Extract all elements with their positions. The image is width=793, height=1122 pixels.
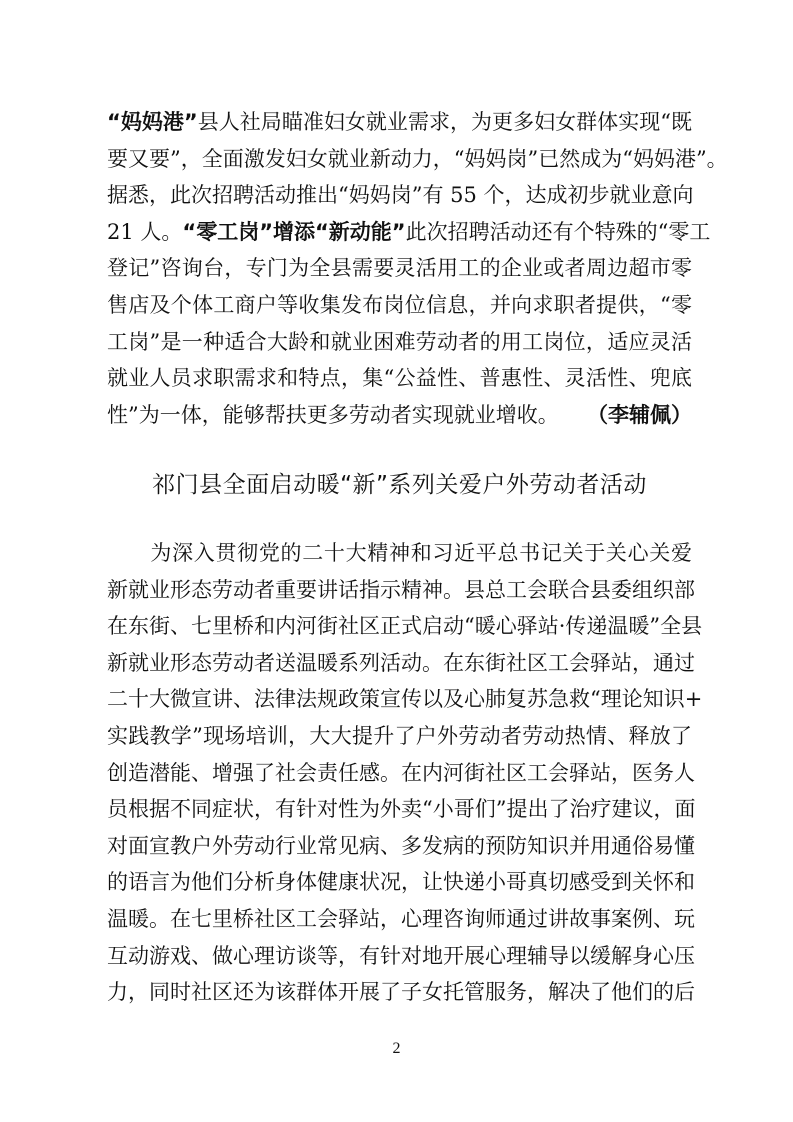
- article2-line: 实践教学”现场培训，大大提升了户外劳动者劳动热情、释放了: [107, 723, 692, 748]
- article1-line: [107, 287, 692, 324]
- article1-line: [107, 324, 692, 361]
- article1-line: [107, 214, 711, 251]
- article1-line: [107, 177, 692, 214]
- article2-line: 在东街、七里桥和内河街社区正式启动“暖心驿站·传递温暖”全县: [107, 614, 703, 639]
- article1-line: [107, 104, 692, 141]
- text-run: 此次招聘活动还有个特殊的“零工: [405, 219, 711, 244]
- text-run: 21 人。: [107, 219, 183, 244]
- article2-line: 互动游戏、做心理访谈等，有针对地开展心理辅导以缓解身心压: [107, 943, 695, 968]
- text-run: 售店及个体工商户等收集发布岗位信息，并向求职者提供，“零: [107, 292, 692, 317]
- article2-body: [107, 535, 703, 1011]
- article2-line: 的语言为他们分析身体健康状况，让快递小哥真切感受到关怀和: [107, 870, 695, 895]
- text-run: 据悉，此次招聘活动推出“妈妈岗”有 55 个，达成初步就业意向: [107, 183, 694, 208]
- article2-line: 温暖。在七里桥社区工会驿站，心理咨询师通过讲故事案例、玩: [107, 906, 695, 931]
- page-number: 2: [392, 1040, 401, 1057]
- article2-line: 新就业形态劳动者送温暖系列活动。在东街社区工会驿站，通过: [107, 650, 695, 675]
- text-run: 县人社局瞄准妇女就业需求，为更多妇女群体实现“既: [197, 110, 692, 134]
- article1-line: [107, 360, 692, 397]
- article2-line: 力，同时社区还为该群体开展了子女托管服务，解决了他们的后: [107, 980, 695, 1005]
- article2-line: 为深入贯彻党的二十大精神和习近平总书记关于关心关爱: [107, 541, 692, 565]
- text-run: 性”为一体，能够帮扶更多劳动者实现就业增收。: [107, 402, 559, 427]
- author-credit: （李辅佩）: [587, 402, 692, 427]
- article2-line: 二十大微宣讲、法律法规政策宣传以及心肺复苏急救“理论知识+: [107, 687, 703, 712]
- article1-line: [107, 250, 692, 287]
- text-run: 工岗”是一种适合大龄和就业困难劳动者的用工岗位，适应灵活: [107, 329, 692, 354]
- article1-line: [107, 141, 728, 178]
- article2-line: 员根据不同症状，有针对性为外卖“小哥们”提出了治疗建议，面: [107, 797, 696, 822]
- article2-title: 祁门县全面启动暖“新”系列关爱户外劳动者活动: [152, 472, 647, 498]
- article1-line: [107, 397, 692, 434]
- article2-line: 对面宣教户外劳动行业常见病、多发病的预防知识并用通俗易懂: [107, 833, 695, 858]
- article2-line: 创造潜能、增强了社会责任感。在内河街社区工会驿站，医务人: [107, 760, 695, 785]
- text-run: 就业人员求职需求和特点，集“公益性、普惠性、灵活性、兜底: [107, 366, 692, 391]
- bold-subheading: “零工岗”增添“新动能”: [182, 219, 406, 244]
- text-run: 要又要”，全面激发妇女就业新动力，“妈妈岗”已然成为“妈妈港”。: [107, 146, 728, 171]
- bold-subheading: “妈妈港”: [107, 110, 198, 134]
- article2-line: 新就业形态劳动者重要讲话指示精神。县总工会联合县委组织部: [107, 577, 695, 602]
- text-run: 登记”咨询台，专门为全县需要灵活用工的企业或者周边超市零: [107, 256, 692, 281]
- article1-body: [107, 104, 728, 433]
